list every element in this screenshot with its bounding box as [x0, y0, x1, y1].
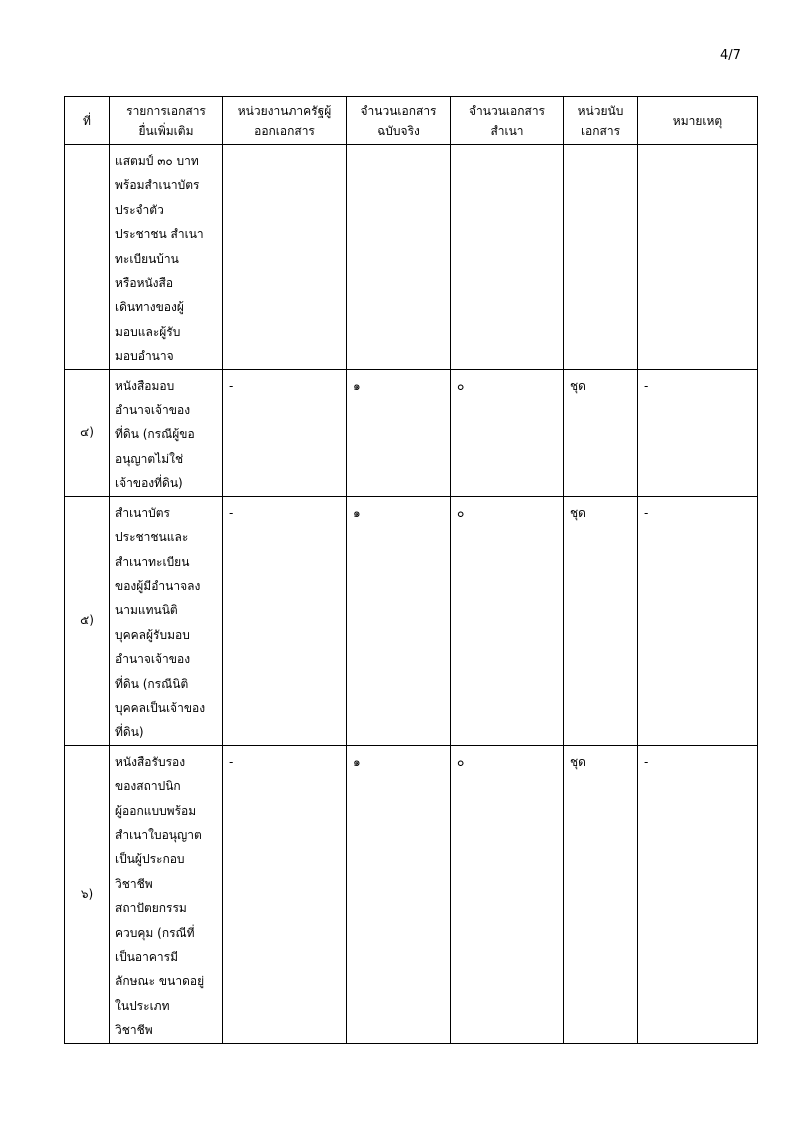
original-count: ๑	[347, 496, 451, 745]
header-unit: หน่วยนับ เอกสาร	[564, 97, 638, 145]
header-items: รายการเอกสาร ยื่นเพิ่มเติม	[110, 97, 223, 145]
document-table	[64, 96, 758, 1044]
remark: -	[638, 745, 758, 1043]
unit: ชุด	[564, 369, 638, 496]
original-count	[347, 145, 451, 370]
header-no: ที่	[65, 97, 110, 145]
copy-count: ๐	[451, 496, 564, 745]
issuing-agency: -	[223, 369, 347, 496]
row-number: ๕)	[65, 496, 110, 745]
header-agency: หน่วยงานภาครัฐผู้ ออกเอกสาร	[223, 97, 347, 145]
document-description: หนังสือมอบ อำนาจเจ้าของ ที่ดิน (กรณีผู้ขอ อนุญาตไม่ใช่ เจ้าของที่ดิน)	[110, 369, 223, 496]
document-description: หนังสือรับรอง ของสถาปนิก ผู้ออกแบบพร้อม สำเนาใบอนุญาต เป็นผู้ประกอบ วิชาชีพ สถาปัตยกรรม ควบคุม (กรณีที่ เป็นอาคารมี ลักษณะ ขนาดอยู่ ในประเภท วิชาชีพ	[110, 745, 223, 1043]
table-row	[65, 145, 758, 370]
row-number: ๔)	[65, 369, 110, 496]
table-row	[65, 369, 758, 496]
unit: ชุด	[564, 745, 638, 1043]
table-row	[65, 745, 758, 1043]
table-header-row	[65, 97, 758, 145]
copy-count: ๐	[451, 745, 564, 1043]
row-number	[65, 145, 110, 370]
table-row	[65, 496, 758, 745]
header-remark: หมายเหตุ	[638, 97, 758, 145]
issuing-agency: -	[223, 496, 347, 745]
original-count: ๑	[347, 369, 451, 496]
remark: -	[638, 369, 758, 496]
issuing-agency	[223, 145, 347, 370]
remark	[638, 145, 758, 370]
remark: -	[638, 496, 758, 745]
document-description: สำเนาบัตร ประชาชนและ สำเนาทะเบียน ของผู้มีอำนาจลง นามแทนนิติ บุคคลผู้รับมอบ อำนาจเจ้าของ ที่ดิน (กรณีนิติ บุคคลเป็นเจ้าของ ที่ดิน)	[110, 496, 223, 745]
header-original-count: จำนวนเอกสาร ฉบับจริง	[347, 97, 451, 145]
document-description: แสตมป์ ๓๐ บาท พร้อมสำเนาบัตร ประจำตัว ประชาชน สำเนา ทะเบียนบ้าน หรือหนังสือ เดินทางของผู้ มอบและผู้รับ มอบอำนาจ	[110, 145, 223, 370]
unit: ชุด	[564, 496, 638, 745]
row-number: ๖)	[65, 745, 110, 1043]
copy-count: ๐	[451, 369, 564, 496]
page-number: 4/7	[720, 48, 741, 63]
copy-count	[451, 145, 564, 370]
unit	[564, 145, 638, 370]
issuing-agency: -	[223, 745, 347, 1043]
original-count: ๑	[347, 745, 451, 1043]
header-copy-count: จำนวนเอกสาร สำเนา	[451, 97, 564, 145]
